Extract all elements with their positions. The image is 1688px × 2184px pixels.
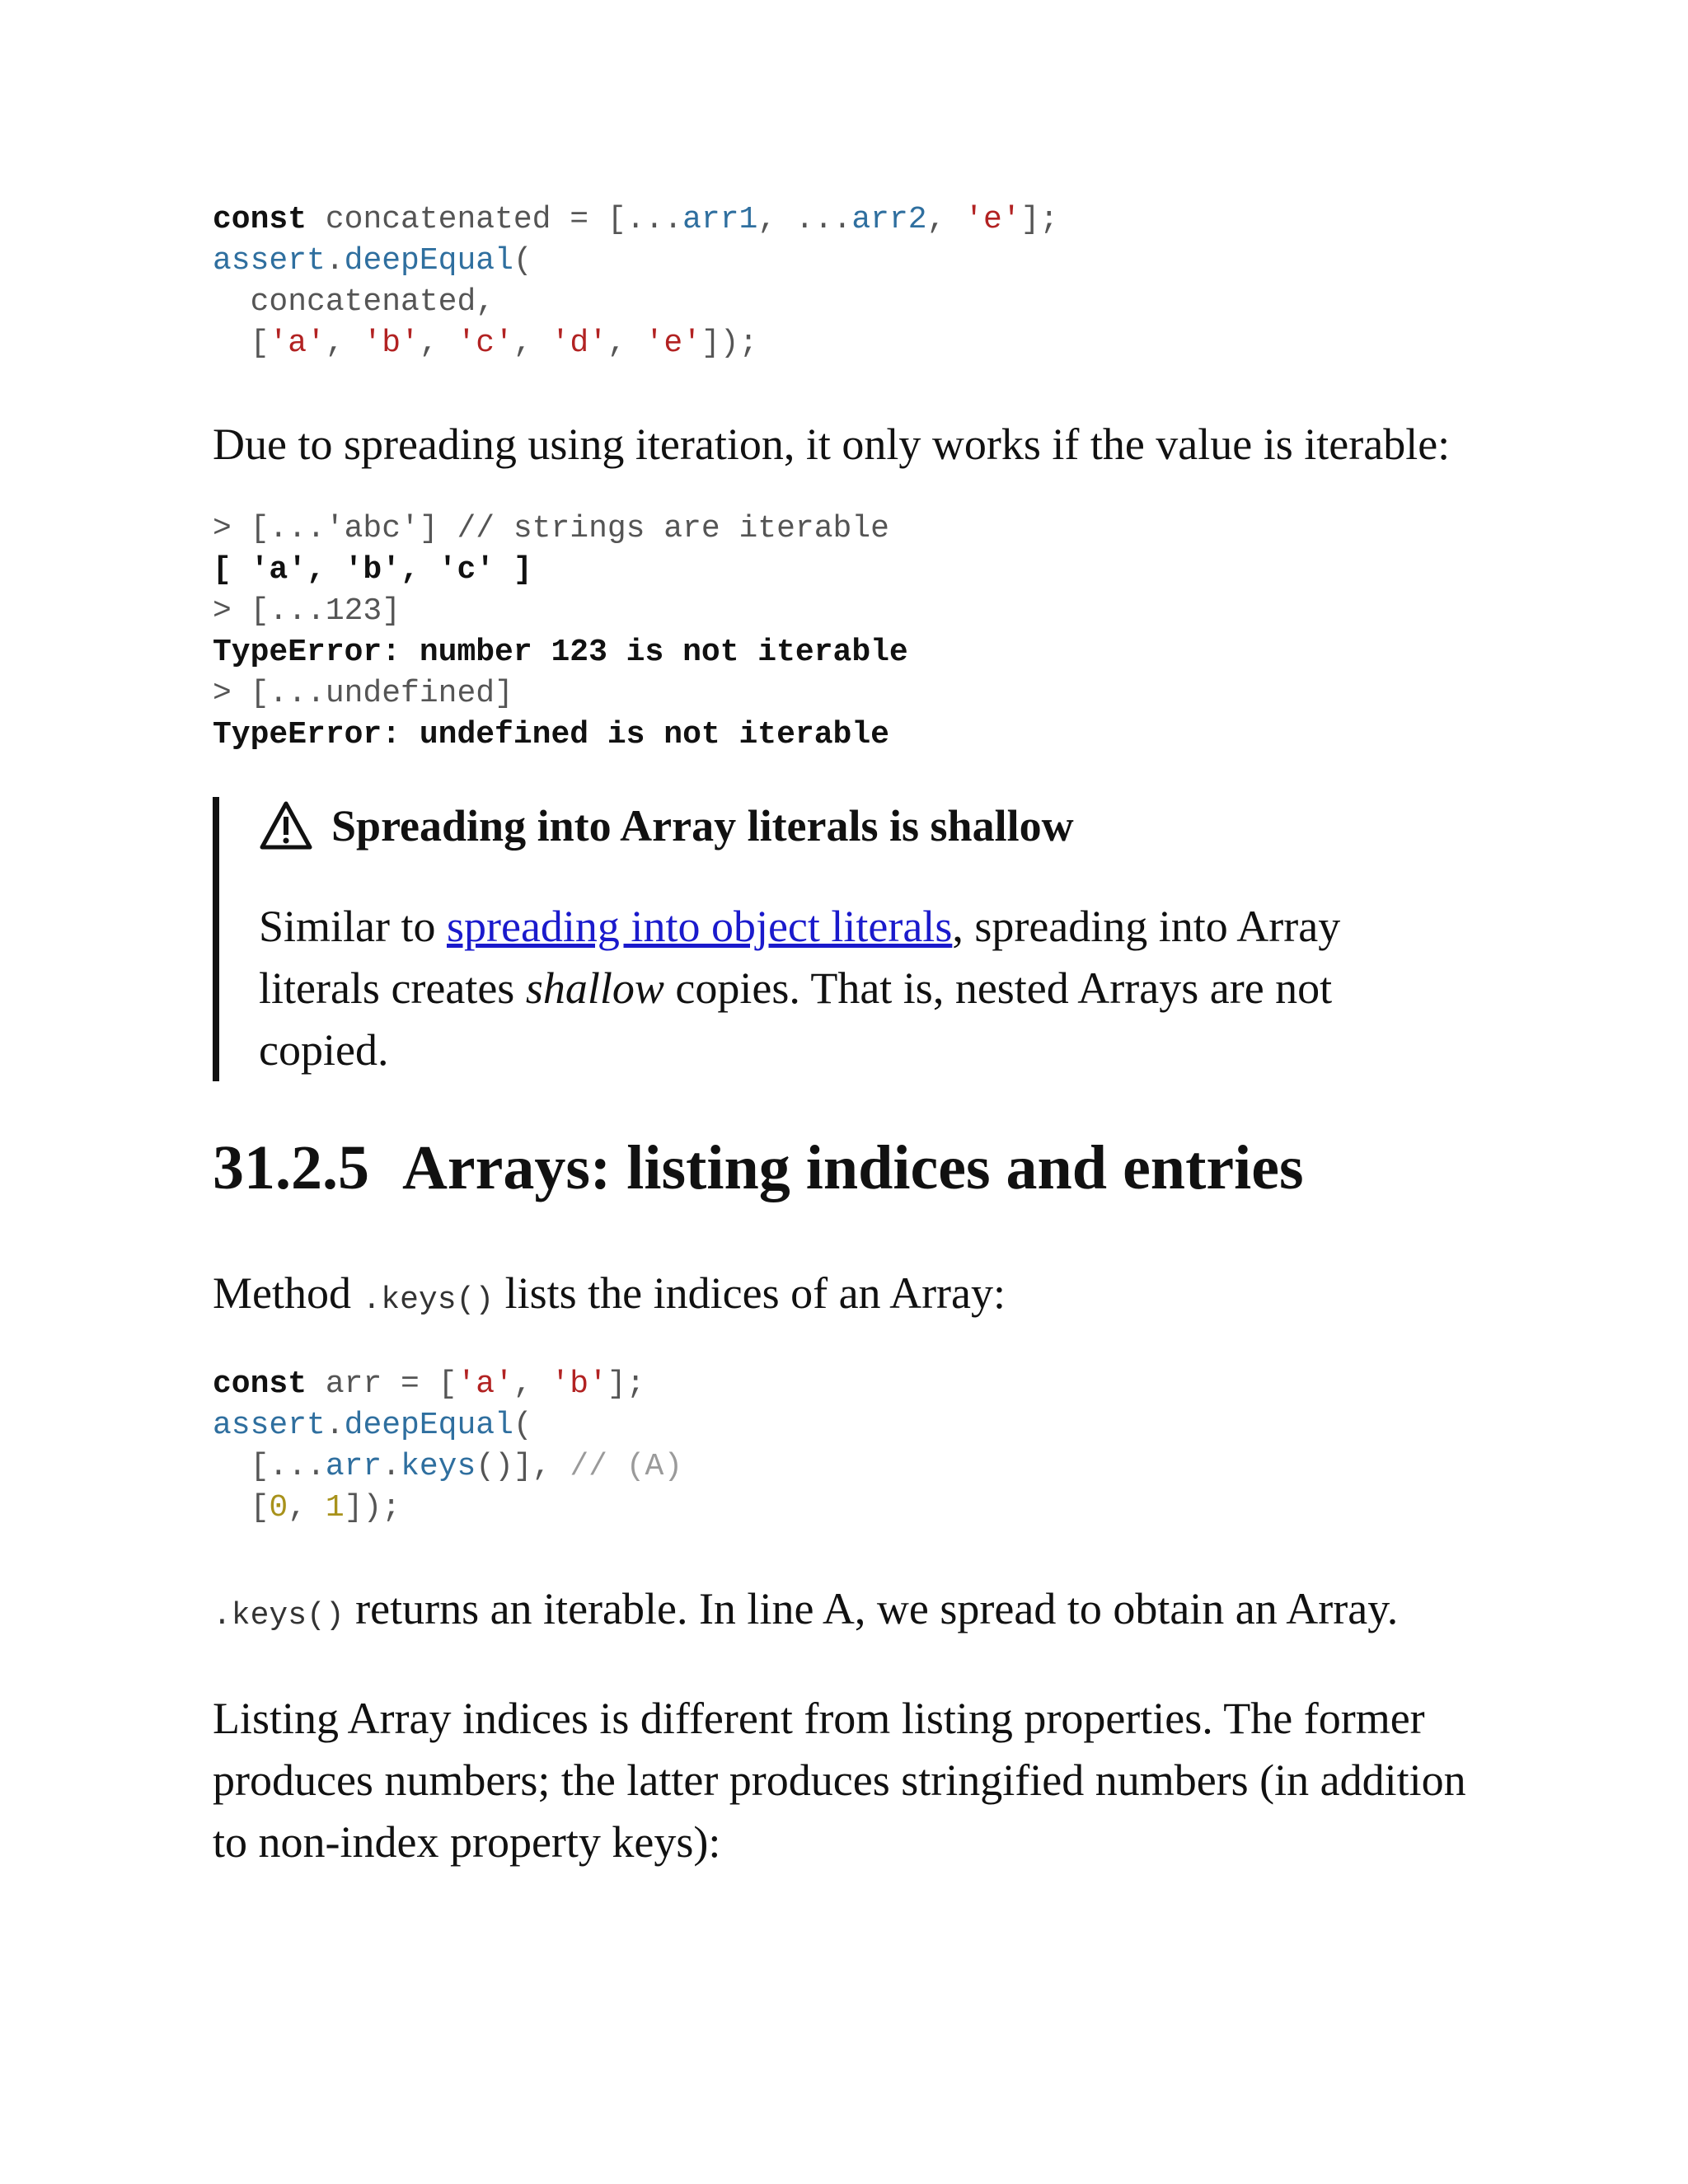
repl-output: [ 'a', 'b', 'c' ] <box>213 552 532 588</box>
callout-title-text: Spreading into Array literals is shallow <box>331 801 1074 851</box>
code-text: ]); <box>701 326 758 361</box>
code-number: 0 <box>269 1490 288 1526</box>
callout-text: copies. That is, nested Arrays are not copied. <box>259 963 1333 1075</box>
paragraph-text: lists the indices of an Array: <box>494 1268 1006 1318</box>
code-function: deepEqual <box>344 1408 513 1443</box>
code-string: 'd' <box>551 326 607 361</box>
inline-code: .keys() <box>362 1282 495 1318</box>
section-number: 31.2.5 <box>213 1133 369 1202</box>
code-text: , <box>607 326 645 361</box>
code-text: concatenated = [... <box>307 202 683 237</box>
code-identifier: assert <box>213 243 326 279</box>
code-identifier: arr1 <box>682 202 758 237</box>
code-string: 'a' <box>269 326 326 361</box>
callout-body <box>259 896 1396 1081</box>
repl-input: > [...123] <box>213 593 401 629</box>
section-heading <box>213 1131 1498 1205</box>
code-function: keys <box>401 1449 476 1484</box>
code-block-repl <box>213 509 1498 756</box>
code-string: 'a' <box>457 1366 513 1402</box>
paragraph-keys-method <box>213 1263 1498 1331</box>
code-number: 1 <box>325 1490 345 1526</box>
code-text: , ... <box>757 202 852 237</box>
code-block-concatenated <box>213 199 1498 364</box>
code-text: , <box>288 1490 326 1526</box>
paragraph-listing-indices: Listing Array indices is different from listing properties. The former produces numbers; the latter produces stringified numbers (in addition to non-index property keys): <box>213 1694 1466 1867</box>
callout-emphasis: shallow <box>525 963 664 1013</box>
code-keyword: const <box>213 1366 307 1402</box>
code-identifier: arr2 <box>851 202 927 237</box>
paragraph-keys-iterable <box>213 1578 1498 1647</box>
code-keyword: const <box>213 202 307 237</box>
code-text: ()], <box>476 1449 570 1484</box>
code-text: . <box>325 1408 345 1443</box>
code-string: 'c' <box>457 326 513 361</box>
code-text: [... <box>213 1449 326 1484</box>
spreading-object-literals-link[interactable]: spreading into object literals <box>447 902 953 951</box>
repl-input: > [...undefined] <box>213 676 513 711</box>
code-block-keys <box>213 1364 1498 1529</box>
callout-text: , spreading into Array literals creates <box>259 902 1341 1013</box>
warning-icon <box>259 800 313 851</box>
inline-code: .keys() <box>213 1598 345 1633</box>
code-function: deepEqual <box>344 243 513 279</box>
paragraph-iteration: Due to spreading using iteration, it only works if the value is iterable: <box>213 419 1451 469</box>
repl-output: TypeError: number 123 is not iterable <box>213 635 908 670</box>
code-text: , <box>513 326 551 361</box>
code-comment: // (A) <box>570 1449 683 1484</box>
paragraph-text: Method <box>213 1268 363 1318</box>
code-text: . <box>382 1449 401 1484</box>
code-string: 'b' <box>363 326 420 361</box>
code-text: concatenated, <box>213 284 495 320</box>
code-string: 'b' <box>551 1366 607 1402</box>
code-text: , <box>419 326 457 361</box>
code-identifier: arr <box>325 1449 382 1484</box>
code-string: 'e' <box>645 326 701 361</box>
callout-text: Similar to <box>259 902 447 951</box>
code-text: ( <box>513 243 532 279</box>
page-content <box>213 190 1498 1873</box>
code-text: ]); <box>344 1490 401 1526</box>
paragraph-text: returns an iterable. In line A, we spread to obtain an Array. <box>344 1584 1399 1633</box>
code-identifier: assert <box>213 1408 326 1443</box>
code-text: [ <box>213 1490 270 1526</box>
code-text: arr = [ <box>307 1366 457 1402</box>
code-text: , <box>513 1366 551 1402</box>
section-title: Arrays: listing indices and entries <box>402 1133 1304 1202</box>
code-text: ]; <box>1020 202 1059 237</box>
code-text: ( <box>513 1408 532 1443</box>
warning-callout <box>213 797 1498 1081</box>
code-text: ]; <box>607 1366 645 1402</box>
code-text: [ <box>213 326 270 361</box>
code-text: . <box>325 243 345 279</box>
code-text: , <box>926 202 965 237</box>
code-string: 'e' <box>964 202 1021 237</box>
repl-output: TypeError: undefined is not iterable <box>213 717 889 752</box>
repl-input: > [...'abc'] // strings are iterable <box>213 511 889 546</box>
code-text: , <box>325 326 363 361</box>
callout-title <box>259 797 1498 855</box>
